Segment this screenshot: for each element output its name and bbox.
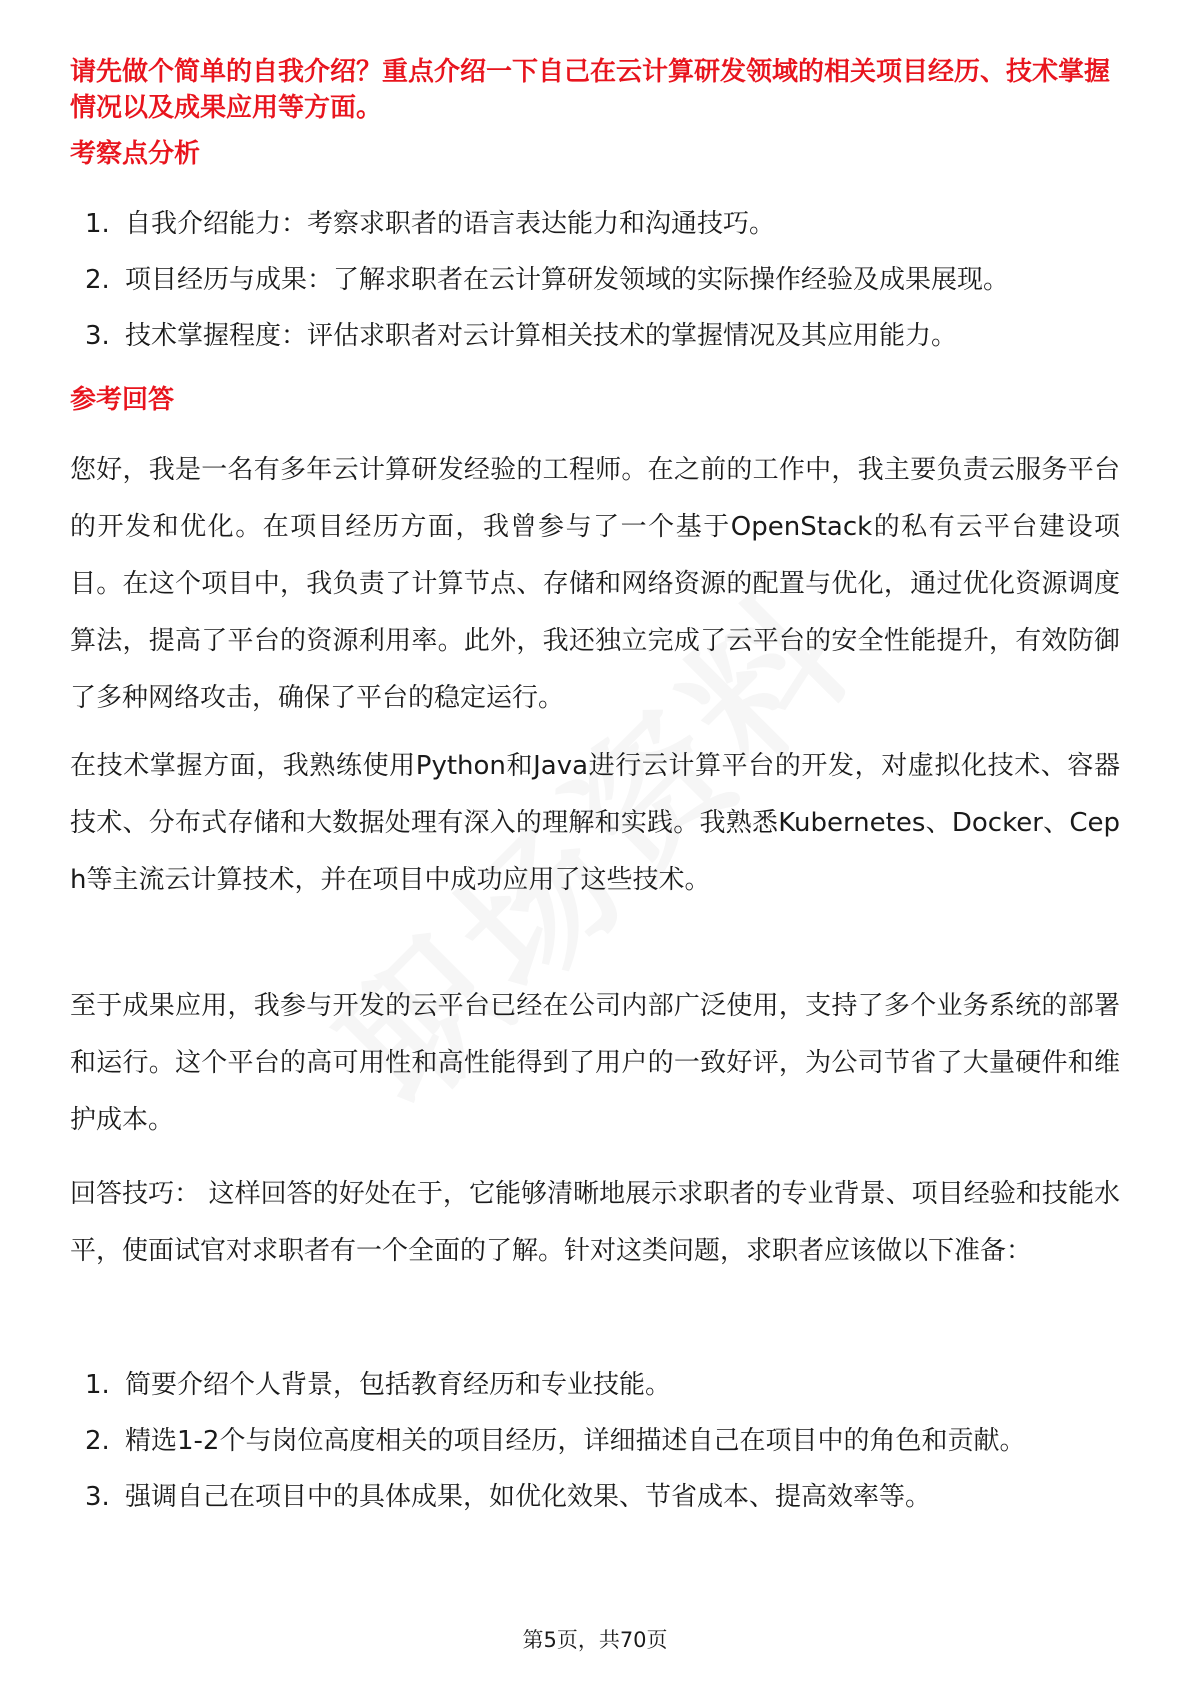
- list-item: [85, 206, 1145, 262]
- list-item-number: 2.: [85, 265, 110, 295]
- list-item-text: 简要介绍个人背景，包括教育经历和专业技能。: [125, 1370, 672, 1400]
- analysis-heading: 考察点分析: [70, 139, 201, 169]
- list-item-number: 1.: [85, 209, 110, 239]
- list-item: [85, 1479, 1145, 1535]
- list-item-number: 3.: [85, 1482, 110, 1512]
- tips-list: [85, 1367, 1145, 1535]
- list-item-text: 技术掌握程度：评估求职者对云计算相关技术的掌握情况及其应用能力。: [125, 321, 958, 351]
- answer-tips-paragraph: 回答技巧： 这样回答的好处在于，它能够清晰地展示求职者的专业背景、项目经验和技能水平，使面试官对求职者有一个全面的了解。针对这类问题，求职者应该做以下准备：: [70, 1179, 1120, 1266]
- question-title: 请先做个简单的自我介绍？重点介绍一下自己在云计算研发领域的相关项目经历、技术掌握情况以及成果应用等方面。: [70, 57, 1111, 123]
- list-item-text: 自我介绍能力：考察求职者的语言表达能力和沟通技巧。: [125, 209, 776, 239]
- answer-paragraph-3: 至于成果应用，我参与开发的云平台已经在公司内部广泛使用，支持了多个业务系统的部署和运行。这个平台的高可用性和高性能得到了用户的一致好评，为公司节省了大量硬件和维护成本。: [70, 991, 1120, 1135]
- list-item-text: 项目经历与成果：了解求职者在云计算研发领域的实际操作经验及成果展现。: [125, 265, 1010, 295]
- list-item-text: 精选1-2个与岗位高度相关的项目经历，详细描述自己在项目中的角色和贡献。: [125, 1426, 1026, 1456]
- list-item: [85, 1423, 1145, 1479]
- list-item-number: 1.: [85, 1370, 110, 1400]
- answer-heading: 参考回答: [70, 385, 175, 415]
- list-item-number: 3.: [85, 321, 110, 351]
- page-number-footer: 第5页，共70页: [522, 1628, 668, 1652]
- answer-paragraph-2: 在技术掌握方面，我熟练使用Python和Java进行云计算平台的开发，对虚拟化技术、容器技术、分布式存储和大数据处理有深入的理解和实践。我熟悉Kubernetes、Docker、Ceph等主流云计算技术，并在项目中成功应用了这些技术。: [70, 751, 1120, 895]
- list-item-number: 2.: [85, 1426, 110, 1456]
- analysis-list: [85, 206, 1145, 374]
- list-item: [85, 318, 1145, 374]
- list-item: [85, 262, 1145, 318]
- list-item: [85, 1367, 1145, 1423]
- answer-paragraph-1: 您好，我是一名有多年云计算研发经验的工程师。在之前的工作中，我主要负责云服务平台的开发和优化。在项目经历方面，我曾参与了一个基于OpenStack的私有云平台建设项目。在这个项目中，我负责了计算节点、存储和网络资源的配置与优化，通过优化资源调度算法，提高了平台的资源利用率。此外，我还独立完成了云平台的安全性能提升，有效防御了多种网络攻击，确保了平台的稳定运行。: [70, 455, 1120, 713]
- list-item-text: 强调自己在项目中的具体成果，如优化效果、节省成本、提高效率等。: [125, 1482, 932, 1512]
